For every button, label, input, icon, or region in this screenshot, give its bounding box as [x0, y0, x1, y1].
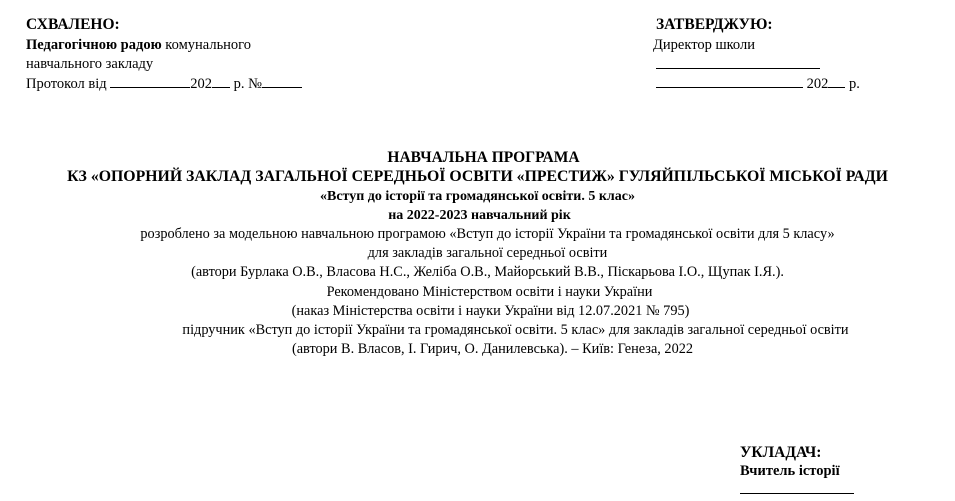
- details-line1: розроблено за модельною навчальною програмою «Вступ до історії України та громадянської освіти для 5 класу»: [140, 226, 835, 242]
- confirm-role: Директор школи: [653, 37, 755, 53]
- title-line1: НАВЧАЛЬНА ПРОГРАМА: [387, 149, 580, 166]
- author-role: Вчитель історії: [740, 463, 840, 479]
- confirm-heading: ЗАТВЕРДЖУЮ:: [656, 16, 773, 33]
- confirm-date-line: [656, 74, 860, 94]
- details-line6: підручник «Вступ до історії України та громадянської освіти. 5 клас» для закладів загальної середньої освіти: [182, 322, 849, 339]
- author-signature-blank: [740, 480, 854, 494]
- confirm-year: 202: [803, 76, 829, 92]
- signature-blank: [656, 55, 820, 69]
- protocol-number-blank: [262, 74, 302, 88]
- confirm-r: р.: [845, 76, 860, 92]
- protocol-r: р. №: [230, 76, 262, 92]
- approved-line2: навчального закладу: [26, 56, 154, 72]
- program-details: [0, 225, 955, 359]
- title-line4: на 2022-2023 навчальний рік: [388, 208, 571, 223]
- date-blank: [656, 74, 803, 88]
- details-line5: (наказ Міністерства освіти і науки України від 12.07.2021 № 795): [291, 302, 690, 319]
- details-line3: (автори Бурлака О.В., Власова Н.С., Желіба О.В., Майорський В.В., Піскарьова І.О., Щупак І.Я.).: [191, 264, 784, 281]
- program-title: [0, 148, 955, 186]
- program-subtitle: [0, 187, 955, 225]
- approved-line1-bold: Педагогічною радою: [26, 37, 162, 53]
- author-signature-line: [740, 480, 854, 500]
- approved-heading: СХВАЛЕНО:: [26, 16, 120, 33]
- confirm-year-blank: [828, 74, 845, 88]
- author-heading: УКЛАДАЧ:: [740, 444, 822, 461]
- title-line2: КЗ «ОПОРНИЙ ЗАКЛАД ЗАГАЛЬНОЇ СЕРЕДНЬОЇ ОСВІТИ «ПРЕСТИЖ» ГУЛЯЙПІЛЬСЬКОЇ МІСЬКОЇ РАДИ: [67, 168, 888, 185]
- confirm-signature-line: [656, 55, 820, 75]
- protocol-label: Протокол від: [26, 76, 111, 92]
- details-line4: Рекомендовано Міністерством освіти і науки України: [326, 283, 653, 300]
- protocol-year: 202: [190, 76, 213, 92]
- protocol-date-blank: [110, 74, 190, 88]
- details-line2: для закладів загальної середньої освіти: [367, 245, 608, 262]
- protocol-year-blank: [212, 74, 230, 88]
- approved-protocol: [26, 74, 302, 94]
- approved-line1-rest: комунального: [161, 37, 252, 53]
- details-line7: (автори В. Власов, І. Гирич, О. Данилевська). – Київ: Генеза, 2022: [291, 341, 694, 358]
- title-line3: «Вступ до історії та громадянської освіти. 5 клас»: [320, 189, 635, 204]
- approved-line1: [26, 36, 251, 55]
